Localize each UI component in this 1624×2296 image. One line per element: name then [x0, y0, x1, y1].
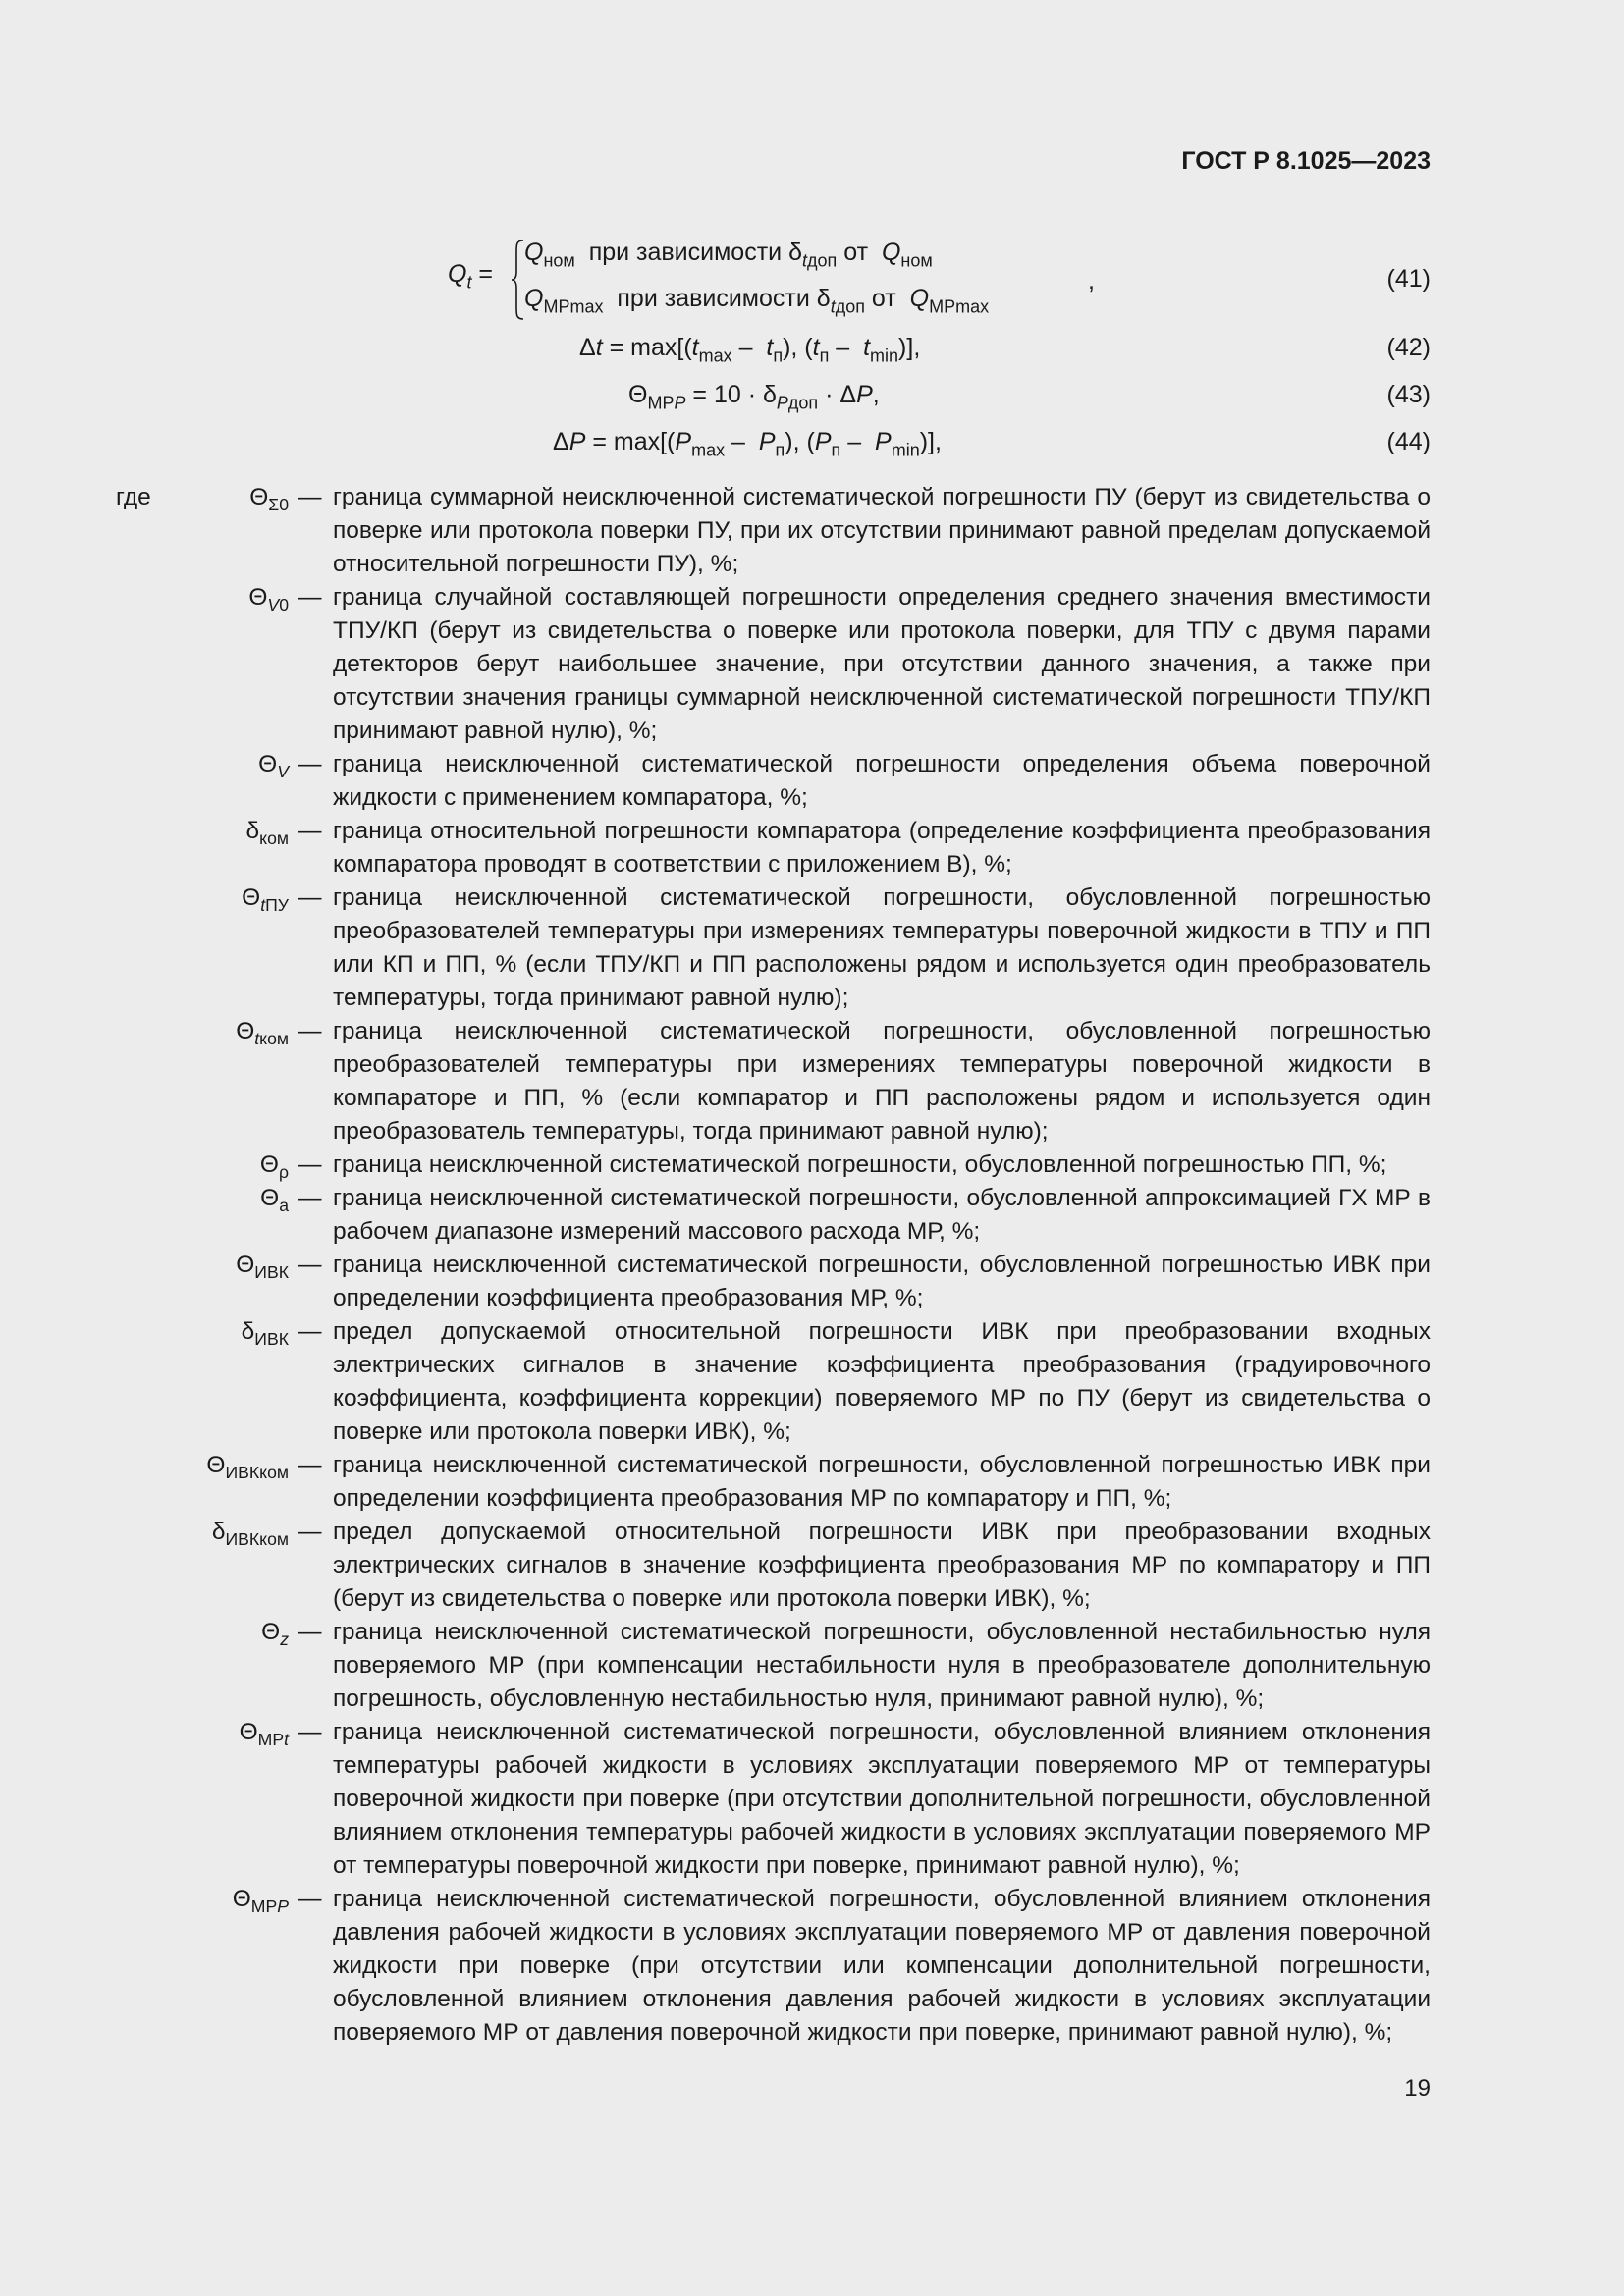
definition-symbol: $\delta_{ИВК}$: [241, 1318, 289, 1350]
definition-text: граница суммарной неисключенной систематической погрешности ПУ (берут из свидетельства о поверке или протокола поверки ПУ, при их отсутствии принимают равной пределам допускаемой относительной погрешности ПУ), %;: [333, 484, 1431, 577]
definition-symbol: $\delta_{ИВКком}$: [211, 1519, 289, 1550]
definition-item: [0, 881, 1624, 1015]
formula-41-case1-text: при зависимости: [588, 239, 783, 266]
definition-text: граница неисключенной систематической погрешности, обусловленной влиянием отклонения давления рабочей жидкости в условиях эксплуатации поверяемого МР от давления поверочной жидкости при поверке (при отсутствии или компенсации дополнительной погрешности, обусловленной влиянием отклонения давления рабочей жидкости в условиях эксплуатации поверяемого МР от давления поверочной жидкости при поверке, принимают равной нулю), %;: [333, 1886, 1431, 2046]
definition-item: [0, 1516, 1624, 1616]
definition-dash: —: [298, 484, 322, 510]
definition-symbol: $\delta_{ком}$: [245, 818, 289, 849]
definition-text: граница неисключенной систематической погрешности, обусловленной погрешностью ИВК при определении коэффициента преобразования МР, %;: [333, 1252, 1431, 1311]
formula-43: [0, 381, 1624, 428]
formula-41-case1: $Q_{ном}$ при зависимости $\delta_{tдоп}$ от $Q_{ном}$: [524, 239, 933, 271]
definition-dash: —: [298, 1318, 322, 1345]
definition-item: [0, 748, 1624, 815]
definition-item: [0, 1249, 1624, 1315]
definition-text: граница неисключенной систематической погрешности, обусловленной погрешностью преобразователей температуры при измерениях температуры поверочной жидкости в ТПУ и ПП или КП и ПП, % (если ТПУ/КП и ПП расположены рядом и используется один преобразователь температуры, тогда принимают равной нулю);: [333, 884, 1431, 1011]
definition-item: [0, 481, 1624, 581]
formula-43-number: (43): [1386, 381, 1431, 408]
definition-symbol: $\Theta_{V0}$: [248, 584, 289, 615]
definition-dash: —: [298, 1886, 322, 1912]
page-number: 19: [1404, 2075, 1431, 2102]
definition-item: [0, 1716, 1624, 1883]
definition-item: [0, 581, 1624, 748]
definition-symbol: $\Theta_V$: [258, 751, 289, 782]
definition-dash: —: [298, 1452, 322, 1478]
definition-dash: —: [298, 1619, 322, 1645]
formula-44: [0, 428, 1624, 475]
definition-item: [0, 1015, 1624, 1148]
definition-item: [0, 1315, 1624, 1449]
definition-dash: —: [298, 1185, 322, 1211]
definition-symbol: $\Theta_{tком}$: [236, 1018, 289, 1049]
formula-44-number: (44): [1386, 428, 1431, 455]
formula-41-comma: ,: [1088, 267, 1095, 294]
definition-dash: —: [298, 1252, 322, 1278]
document-id: ГОСТ Р 8.1025—2023: [1181, 147, 1431, 175]
definition-dash: —: [298, 1018, 322, 1044]
definition-text: предел допускаемой относительной погрешности ИВК при преобразовании входных электрических сигналов в значение коэффициента преобразования (градуировочного коэффициента, коэффициента коррекции) поверяемого МР по ПУ (берут из свидетельства о поверке или протокола поверки ИВК), %;: [333, 1318, 1431, 1445]
formula-block: [0, 334, 1624, 475]
definition-item: [0, 1148, 1624, 1182]
definition-symbol: $\Theta_{tПУ}$: [242, 884, 289, 916]
formula-44-expr: $\Delta P = \max[(P_{max} - P_п)$, $(P_п - P_{min})$],: [553, 428, 942, 460]
definition-text: граница неисключенной систематической погрешности, обусловленной нестабильностью нуля поверяемого МР (при компенсации нестабильности нуля в преобразователе дополнительную погрешность, обусловленную нестабильностью нуля, принимают равной нулю), %;: [333, 1619, 1431, 1712]
definition-text: граница неисключенной систематической погрешности, обусловленной погрешностью ПП, %;: [333, 1151, 1387, 1178]
definition-symbol: $\Theta_\rho$: [259, 1151, 289, 1183]
definition-text: граница неисключенной систематической погрешности, обусловленной погрешностью преобразователей температуры при измерениях температуры поверочной жидкости в компараторе и ПП, % (если компаратор и ПП расположены рядом и используется один преобразователь температуры, тогда принимают равной нулю);: [333, 1018, 1431, 1145]
definition-dash: —: [298, 1719, 322, 1745]
formula-41-number: (41): [1386, 265, 1431, 293]
definition-text: граница случайной составляющей погрешности определения среднего значения вместимости ТПУ/КП (берут из свидетельства о поверке или протокола поверки, для ТПУ с двумя парами детекторов берут наибольшее значение, при отсутствии данного значения, а также при отсутствии значения границы суммарной неисключенной систематической погрешности ТПУ/КП принимают равной нулю), %;: [333, 584, 1431, 744]
definition-item: [0, 1182, 1624, 1249]
formula-41-lhs: $Q_t$ =: [448, 260, 494, 293]
definition-symbol: $\Theta_z$: [261, 1619, 289, 1650]
definition-dash: —: [298, 818, 322, 844]
definition-text: граница неисключенной систематической погрешности определения объема поверочной жидкости с применением компаратора, %;: [333, 751, 1431, 811]
formula-42-number: (42): [1386, 334, 1431, 361]
definition-text: граница неисключенной систематической погрешности, обусловленной погрешностью ИВК при определении коэффициента преобразования МР по компаратору и ПП, %;: [333, 1452, 1431, 1512]
definition-symbol: $\Theta_{ИВК}$: [236, 1252, 289, 1283]
definition-item: [0, 1616, 1624, 1716]
definition-dash: —: [298, 1151, 322, 1178]
definition-dash: —: [298, 584, 322, 611]
formula-41-brace: [511, 239, 524, 321]
where-label: где: [116, 484, 151, 510]
definition-item: [0, 1883, 1624, 2050]
formula-42: [0, 334, 1624, 381]
definition-text: граница относительной погрешности компаратора (определение коэффициента преобразования компаратора проводят в соответствии с приложением В), %;: [333, 818, 1431, 878]
definition-item: [0, 815, 1624, 881]
definition-symbol: $\Theta_{МРt}$: [239, 1719, 289, 1750]
definition-symbol: $\Theta_{МРP}$: [232, 1886, 289, 1917]
definition-dash: —: [298, 1519, 322, 1545]
definition-item: [0, 1449, 1624, 1516]
formula-41-from-2: от: [871, 285, 896, 312]
definition-text: предел допускаемой относительной погрешности ИВК при преобразовании входных электрических сигналов в значение коэффициента преобразования МР по компаратору и ПП (берут из свидетельства о поверке или протокола поверки ИВК), %;: [333, 1519, 1431, 1612]
definition-dash: —: [298, 884, 322, 911]
definition-symbol: $\Theta_{ИВКком}$: [206, 1452, 289, 1483]
definition-symbol: $\Theta_{\Sigma 0}$: [249, 484, 289, 515]
formula-41-case2: $Q_{МРmax}$ при зависимости $\delta_{tдоп}$ от $Q_{МРmax}$: [524, 285, 990, 317]
formula-41-from: от: [843, 239, 869, 266]
formula-43-expr: $\Theta_{МРP} = 10 \cdot \delta_{Pдоп} \cdot \Delta P$,: [628, 381, 880, 413]
definition-symbol: $\Theta_а$: [260, 1185, 289, 1216]
definition-text: граница неисключенной систематической погрешности, обусловленной влиянием отклонения температуры рабочей жидкости в условиях эксплуатации поверяемого МР от температуры поверочной жидкости при поверке (при отсутствии дополнительной погрешности, обусловленной влиянием отклонения температуры рабочей жидкости в условиях эксплуатации поверяемого МР от температуры поверочной жидкости при поверке, принимают равной нулю), %;: [333, 1719, 1431, 1879]
formula-41-case2-text: при зависимости: [617, 285, 810, 312]
formula-42-expr: $\Delta t = \max[(t_{max} - t_п)$, $(t_п - t_{min})$],: [579, 334, 921, 366]
definition-text: граница неисключенной систематической погрешности, обусловленной аппроксимацией ГХ МР в рабочем диапазоне измерений массового расхода МР, %;: [333, 1185, 1431, 1245]
definitions-list: [0, 481, 1624, 2050]
definition-dash: —: [298, 751, 322, 777]
